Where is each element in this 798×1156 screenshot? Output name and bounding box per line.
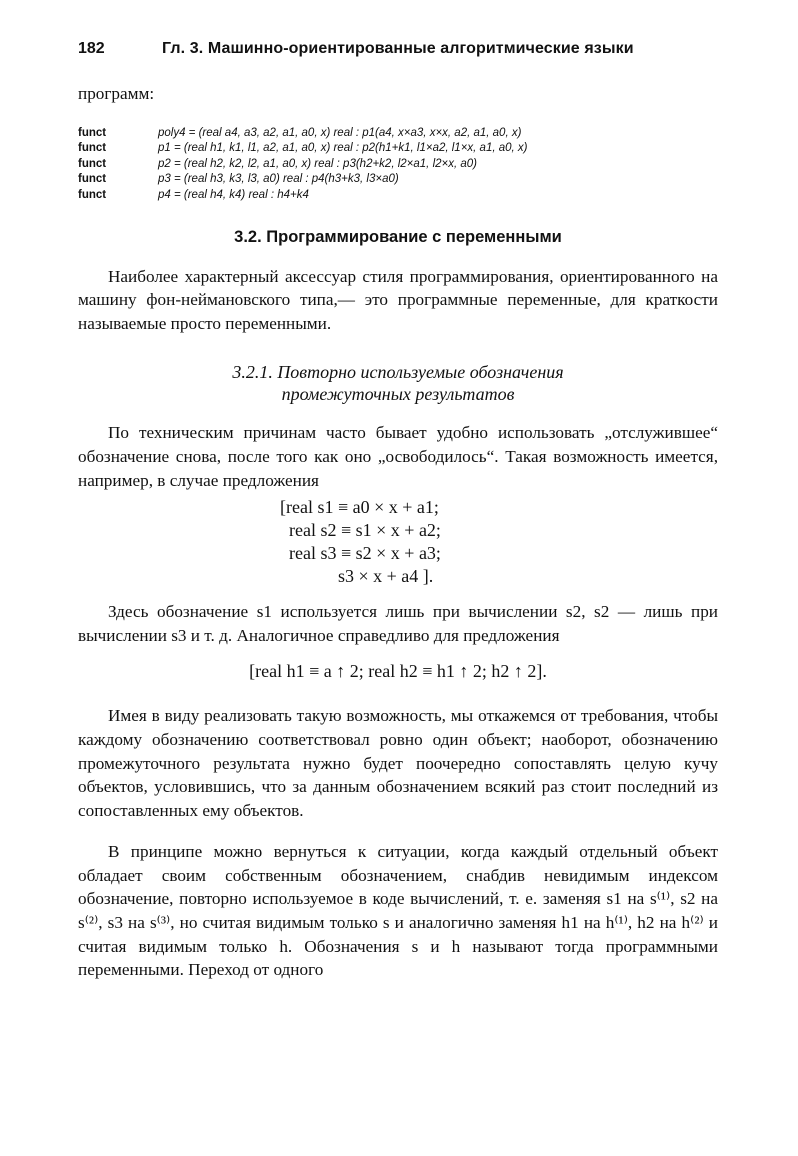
code-listing [78,126,718,204]
paragraph: Имея в виду реализовать такую возможность, мы откажемся от требования, чтобы каждому обозначению соответствовал ровно один объект; наоборот, обозначению промежуточного результата нужно будет поочередно сопоставлять целую кучу объектов, условившись, что за данным обозначением всякий раз стоит последний из сопоставленных ему объектов. [78,706,718,820]
book-page [78,40,718,982]
section-heading: 3.2. Программирование с переменными [234,227,562,246]
code-definition: p4 = (real h4, k4) real : h4+k4 [158,188,309,201]
formula-line: [real s1 ≡ a0 × x + a1; [280,497,439,518]
formula-line: real s2 ≡ s1 × x + a2; [289,520,441,541]
code-line [78,188,718,204]
formula-line: real s3 ≡ s2 × x + a3; [289,543,441,564]
code-definition: poly4 = (real a4, a3, a2, a1, a0, x) real : p1(a4, x×a3, x×x, a2, a1, a0, x) [158,126,522,139]
continuation-text: программ: [78,84,155,103]
code-keyword: funct [78,142,107,155]
formula-line: s3 × x + a4 ]. [338,566,434,587]
code-definition: p3 = (real h3, k3, l3, a0) real : p4(h3+k3, l3×a0) [158,173,399,186]
code-definition: p1 = (real h1, k1, l1, a2, a1, a0, x) real : p2(h1+k1, l1×a2, l1×x, a1, a0, x) [158,142,528,155]
code-keyword: funct [78,188,107,201]
code-line [78,157,718,173]
code-keyword: funct [78,173,107,186]
page-header [78,40,718,68]
formula-inline-block: [real h1 ≡ a ↑ 2; real h2 ≡ h1 ↑ 2; h2 ↑ 2]. [249,661,547,682]
code-line [78,141,718,157]
code-keyword: funct [78,126,107,139]
subsection-heading-line: промежуточных результатов [281,384,515,405]
code-line [78,172,718,188]
page-number: 182 [78,40,105,57]
paragraph: Наиболее характерный аксессуар стиля программирования, ориентированного на машину фон-неймановского типа,— это программные переменные, для краткости называемые просто переменными. [78,266,718,333]
paragraph: В принципе можно вернуться к ситуации, когда каждый отдельный объект обладает своим собственным обозначением, снабдив невидимым индексом обозначение, повторно используемое в коде вычислений, т. е. заменяя s1 на s⁽¹⁾, s2 на s⁽²⁾, s3 на s⁽³⁾, но считая видимым только s и аналогично заменяя h1 на h⁽¹⁾, h2 на h⁽²⁾ и считая видимым только h. Обозначения s и h называют тогда программными переменными. Переход от одного [78,842,718,980]
paragraph: Здесь обозначение s1 используется лишь при вычислении s2, s2 — лишь при вычислении s3 и т. д. Аналогичное справедливо для предложения [78,602,718,645]
running-title: Гл. 3. Машинно-ориентированные алгоритмические языки [162,40,634,57]
subsection-heading [78,361,718,405]
subsection-heading-line: 3.2.1. Повторно используемые обозначения [232,362,564,383]
code-keyword: funct [78,157,107,170]
paragraph: По техническим причинам часто бывает удобно использовать „отслужившее“ обозначение снова, после того как оно „освободилось“. Такая возможность имеется, например, в случае предложения [78,423,718,490]
code-line [78,126,718,142]
formula-block [280,496,718,588]
code-definition: p2 = (real h2, k2, l2, a1, a0, x) real : p3(h2+k2, l2×a1, l2×x, a0) [158,157,477,170]
